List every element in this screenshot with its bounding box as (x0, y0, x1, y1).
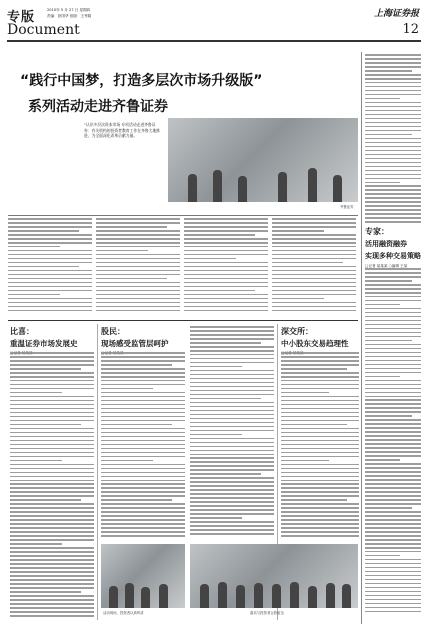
top-col-3 (184, 218, 268, 316)
page-number: 12 (402, 22, 419, 37)
headline (20, 70, 320, 116)
article-2-body-a (101, 352, 185, 540)
bottom-photo-1-caption: 活动现场，投资者认真听讲 (103, 611, 144, 615)
article-3-headline: 深交所： 中小股东交易趋理性 (281, 327, 349, 348)
top-rule (8, 215, 358, 216)
article-1-headline: 比喜： 重温证券市场发展史 (10, 327, 78, 348)
col-divider-1 (97, 324, 98, 620)
sidebar-headline (365, 226, 423, 269)
bottom-photo-1 (101, 544, 185, 608)
feature-photo-caption: 齐鲁证券 (340, 205, 354, 209)
section-label: 专版 (7, 10, 36, 25)
bottom-photo-2 (190, 544, 358, 608)
sidebar-col-bottom (365, 268, 421, 620)
issue-date: 2010年 5 月 27 日 星期四 (47, 8, 91, 12)
top-col-4 (272, 218, 356, 316)
sidebar-title-3: 实现多种交易策略 (365, 252, 421, 260)
article-1-body (10, 352, 94, 620)
sidebar-title-2: 活用融资融券 (365, 240, 407, 248)
section-english: Document (7, 22, 80, 38)
newspaper-name: 上海证券报 (373, 9, 419, 19)
top-col-2 (96, 218, 180, 316)
article-3-body (281, 352, 359, 540)
article-2-headline: 股民： 现场感受监管层呵护 (101, 327, 169, 348)
feature-photo (168, 118, 358, 202)
bottom-photo-2-caption: 嘉宾与投资者合影留念 (250, 611, 284, 615)
sidebar-col-top (365, 54, 421, 226)
sidebar-title-1: 专家： (365, 227, 389, 236)
bottom-section-rule (8, 320, 358, 321)
sidebar-divider (361, 52, 362, 624)
headline-line1: “践行中国梦，打造多层次市场升级版” (20, 73, 263, 89)
intro-text: “认识多层次资本市场 专项活动走进齐鲁证券：有关机构的投资者教育工作在齐鲁大地推进，为全面深化改革贡献力量。 (84, 122, 160, 138)
sidebar-byline: □记者 某某某 ○编辑 王某 (365, 264, 408, 268)
masthead-rule (7, 40, 421, 42)
headline-line2: 系列活动走进齐鲁证券 (28, 99, 168, 115)
top-col-1 (8, 218, 92, 316)
masthead (7, 6, 421, 46)
editor-credits: 责编：彭国华 组版：王秀娟 (47, 14, 92, 18)
article-2-body-b (190, 326, 274, 540)
